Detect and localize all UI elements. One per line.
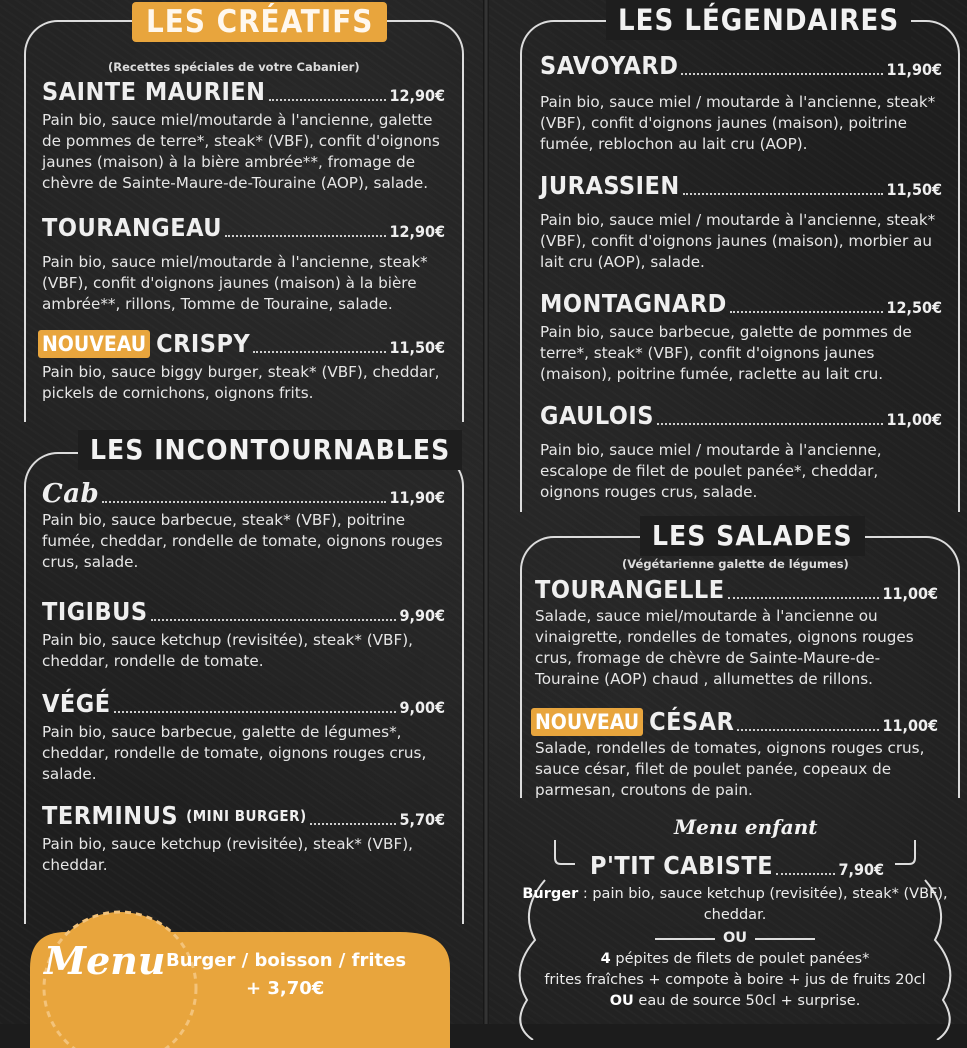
item-price: 12,50€ bbox=[886, 298, 942, 317]
item-price: 11,90€ bbox=[886, 60, 942, 79]
item-price: 11,00€ bbox=[882, 584, 938, 603]
menu-item-cesar bbox=[531, 708, 938, 801]
menu-item-crispy bbox=[38, 330, 445, 404]
dot-leader bbox=[225, 235, 386, 237]
kids-menu-title: Menu enfant bbox=[674, 815, 818, 839]
item-price: 12,90€ bbox=[389, 86, 445, 105]
item-description: Pain bio, sauce miel/moutarde à l'ancienne, galette de pommes de terre*, steak* (VBF), confit d'oignons jaunes (maison) à la bière ambrée**, fromage de chèvre de Sainte-Maure-de-Touraine (AOP), salade. bbox=[42, 111, 440, 192]
menu-item-terminus bbox=[42, 802, 445, 876]
dot-leader bbox=[102, 501, 386, 503]
item-name: GAULOIS bbox=[540, 401, 654, 430]
section-title-salades: LES SALADES bbox=[640, 516, 865, 556]
ou-separator: OU bbox=[520, 928, 950, 949]
dot-leader bbox=[310, 823, 397, 825]
item-name: Cab bbox=[42, 479, 100, 509]
item-price: 12,90€ bbox=[389, 222, 445, 241]
item-description: Pain bio, sauce ketchup (revisitée), steak* (VBF), cheddar, rondelle de tomate. bbox=[42, 631, 413, 670]
item-description: Salade, sauce miel/moutarde à l'ancienne ou vinaigrette, rondelles de tomates, oignons rouges crus, fromage de chèvre de Sainte-Maure-de-Touraine (AOP) chaud , allumettes de rillons. bbox=[535, 607, 914, 688]
kids-item-price: 7,90€ bbox=[838, 860, 884, 879]
dot-leader bbox=[657, 423, 883, 425]
dot-leader bbox=[681, 73, 883, 75]
menu-item-savoyard bbox=[540, 52, 942, 155]
item-name: TOURANGELLE bbox=[535, 575, 725, 604]
menu-offer-line2: + 3,70€ bbox=[246, 978, 325, 999]
dot-leader bbox=[269, 99, 387, 101]
dot-leader bbox=[728, 597, 880, 599]
item-description: Pain bio, sauce barbecue, galette de pommes de terre*, steak* (VBF), confit d'oignons jaunes (maison), poitrine fumée, raclette au lait cru. bbox=[540, 323, 912, 383]
dot-leader bbox=[737, 729, 879, 731]
item-price: 9,90€ bbox=[399, 606, 445, 625]
menu-logo: Menu bbox=[44, 938, 166, 983]
item-name: CRISPY bbox=[156, 329, 251, 358]
item-name: SAINTE MAURIEN bbox=[42, 77, 266, 106]
section-title-incontournables: LES INCONTOURNABLES bbox=[78, 430, 462, 470]
menu-item-jurassien bbox=[540, 172, 942, 273]
kids-eau-line bbox=[520, 991, 950, 1012]
item-description: Salade, rondelles de tomates, oignons rouges crus, sauce césar, filet de poulet panée, copeaux de parmesan, croutons de pain. bbox=[535, 739, 925, 799]
burger-desc: : pain bio, sauce ketchup (revisitée), steak* (VBF), cheddar. bbox=[578, 886, 948, 923]
section-title-creatifs: LES CRÉATIFS bbox=[132, 2, 387, 42]
dot-leader bbox=[776, 873, 835, 875]
item-price: 11,50€ bbox=[886, 180, 942, 199]
item-price: 11,00€ bbox=[886, 410, 942, 429]
kids-frites-line: frites fraîches + compote à boire + jus de fruits 20cl bbox=[544, 972, 926, 988]
item-name: SAVOYARD bbox=[540, 51, 679, 80]
kids-nuggets-line bbox=[520, 949, 950, 970]
dot-leader bbox=[683, 193, 884, 195]
item-price: 11,50€ bbox=[389, 338, 445, 357]
kids-burger-line bbox=[520, 884, 950, 926]
eau-desc: eau de source 50cl + surprise. bbox=[633, 993, 861, 1009]
menu-offer-line1: Burger / boisson / frites bbox=[166, 950, 407, 971]
item-description: Pain bio, sauce miel/moutarde à l'ancienne, steak* (VBF), confit d'oignons jaunes (maison) à la bière ambrée**, rillons, Tomme de Touraine, salade. bbox=[42, 253, 428, 313]
item-name: TERMINUS bbox=[42, 801, 179, 830]
item-name: MONTAGNARD bbox=[540, 289, 727, 318]
item-description: Pain bio, sauce miel / moutarde à l'ancienne, escalope de filet de poulet panée*, cheddar, oignons rouges crus, salade. bbox=[540, 441, 882, 501]
item-price: 9,00€ bbox=[399, 698, 445, 717]
menu-item-gaulois bbox=[540, 402, 942, 503]
item-price: 5,70€ bbox=[399, 810, 445, 829]
salades-subtitle: (Végétarienne galette de légumes) bbox=[622, 557, 849, 571]
burger-label: Burger bbox=[522, 886, 579, 902]
item-description: Pain bio, sauce barbecue, galette de légumes*, cheddar, rondelle de tomate, oignons rouges crus, salade. bbox=[42, 723, 427, 783]
item-name: VÉGÉ bbox=[42, 689, 111, 718]
item-description: Pain bio, sauce biggy burger, steak* (VBF), cheddar, pickels de cornichons, oignons frits. bbox=[42, 363, 440, 402]
kids-item-name: P'TIT CABISTE bbox=[590, 851, 774, 880]
item-description: Pain bio, sauce miel / moutarde à l'ancienne, steak* (VBF), confit d'oignons jaunes (maison), poitrine fumée, reblochon au lait cru (AOP). bbox=[540, 93, 936, 153]
item-description: Pain bio, sauce ketchup (revisitée), steak* (VBF), cheddar. bbox=[42, 835, 413, 874]
item-name: CÉSAR bbox=[649, 707, 735, 736]
kids-item-header bbox=[590, 852, 884, 880]
creatifs-subtitle: (Recettes spéciales de votre Cabanier) bbox=[108, 60, 360, 74]
menu-item-tigibus bbox=[42, 598, 445, 672]
dot-leader bbox=[114, 711, 397, 713]
item-name: JURASSIEN bbox=[540, 171, 680, 200]
ou-label: OU bbox=[609, 993, 634, 1009]
nuggets-desc: pépites de filets de poulet panées* bbox=[610, 951, 870, 967]
item-name: TIGIBUS bbox=[42, 597, 148, 626]
menu-item-vege bbox=[42, 690, 445, 785]
item-description: Pain bio, sauce barbecue, steak* (VBF), poitrine fumée, cheddar, rondelle de tomate, oignons rouges crus, salade. bbox=[42, 511, 443, 571]
section-title-legendaires: LES LÉGENDAIRES bbox=[606, 0, 911, 40]
item-description: Pain bio, sauce miel / moutarde à l'ancienne, steak* (VBF), confit d'oignons jaunes (maison), morbier au lait cru (AOP), salade. bbox=[540, 211, 936, 271]
menu-item-tourangelle bbox=[535, 576, 938, 690]
nouveau-badge: NOUVEAU bbox=[531, 708, 643, 736]
dot-leader bbox=[151, 619, 397, 621]
menu-fold bbox=[483, 0, 489, 1024]
menu-item-tourangeau bbox=[42, 214, 445, 315]
menu-item-sainte-maurien bbox=[42, 78, 445, 194]
dot-leader bbox=[253, 351, 386, 353]
menu-item-cab bbox=[42, 480, 445, 573]
item-price: 11,00€ bbox=[882, 716, 938, 735]
nuggets-count: 4 bbox=[600, 951, 611, 967]
item-price: 11,90€ bbox=[389, 488, 445, 507]
dot-leader bbox=[730, 311, 884, 313]
nouveau-badge: NOUVEAU bbox=[38, 330, 150, 358]
item-name-extra: (MINI BURGER) bbox=[186, 807, 307, 825]
kids-menu-details bbox=[520, 884, 950, 1012]
item-name: TOURANGEAU bbox=[42, 213, 222, 242]
menu-item-montagnard bbox=[540, 290, 942, 385]
